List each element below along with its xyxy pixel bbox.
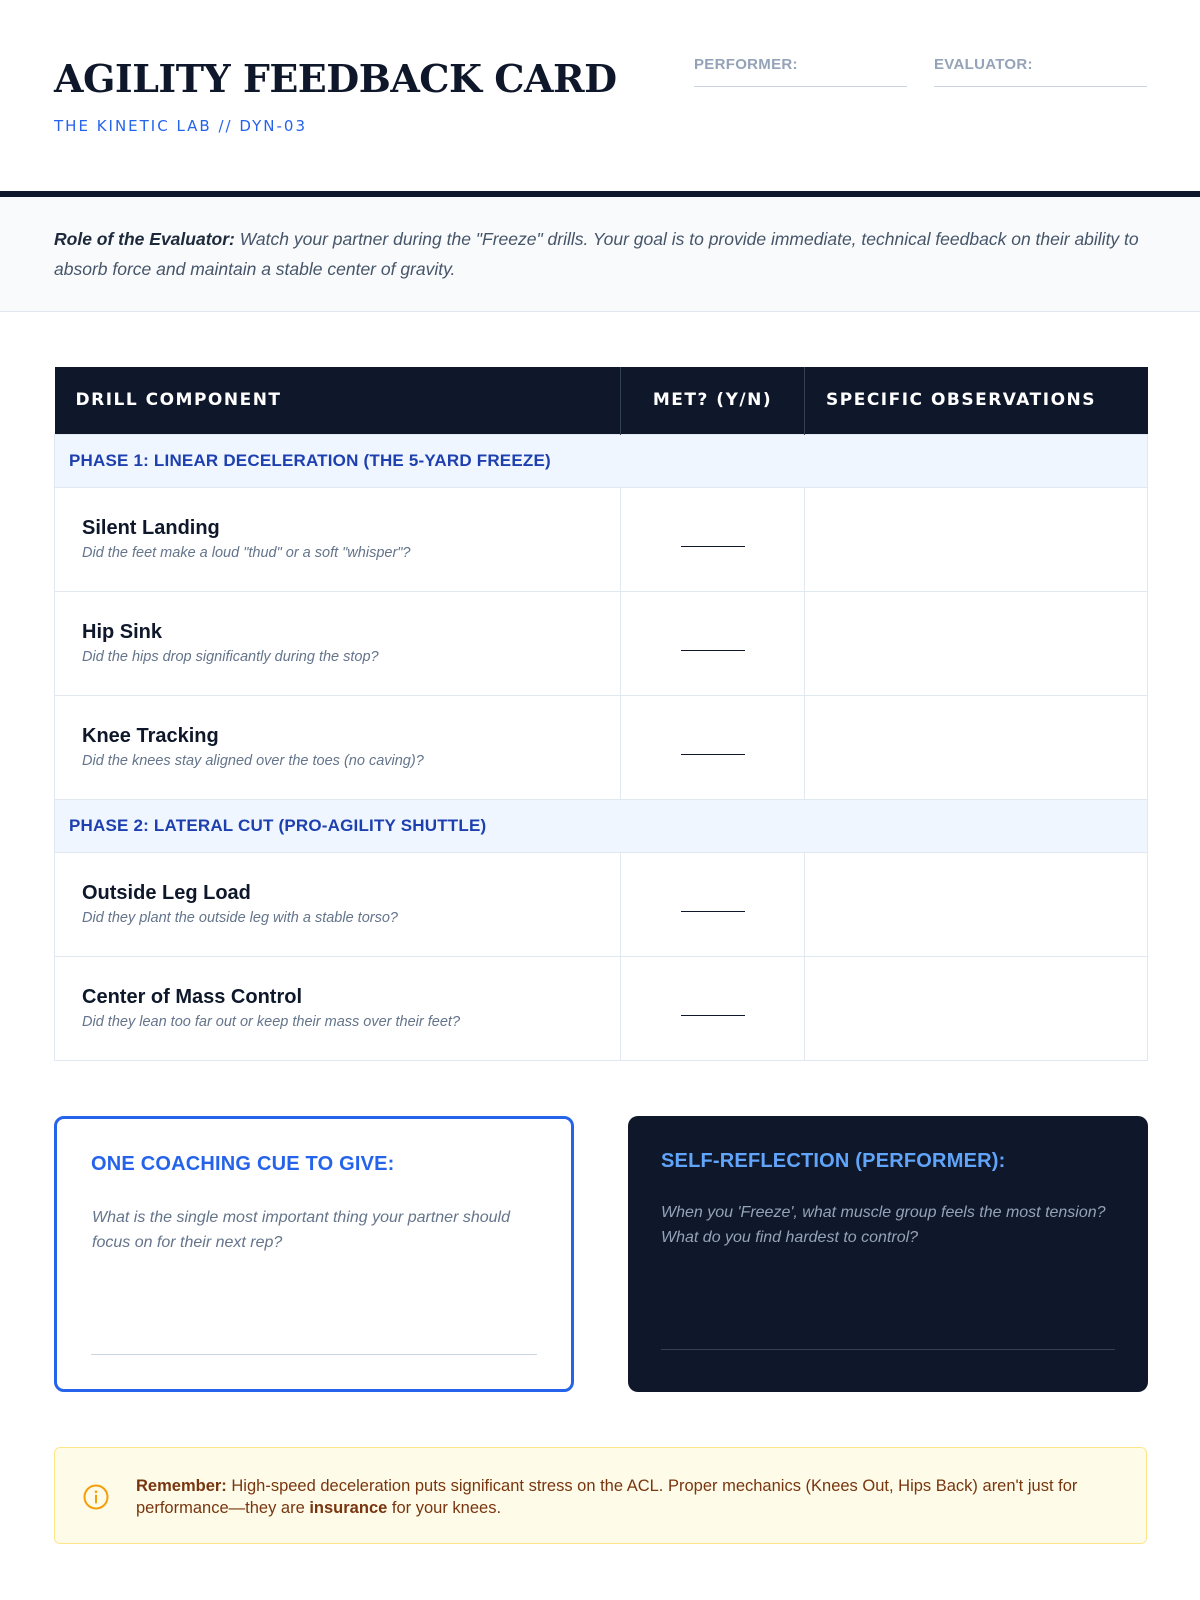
met-blank (681, 546, 745, 547)
met-blank (681, 650, 745, 651)
page-title: AGILITY FEEDBACK CARD (54, 56, 617, 101)
remember-body-end: for your knees. (391, 1499, 502, 1517)
header-drill-component: DRILL COMPONENT (55, 367, 621, 434)
component-cell (55, 591, 621, 695)
evaluator-field[interactable] (934, 56, 1147, 87)
table-row (55, 956, 1148, 1060)
component-question: Did they plant the outside leg with a stable torso? (82, 910, 398, 926)
drill-table (54, 367, 1148, 1061)
met-cell[interactable] (621, 852, 805, 956)
observations-cell[interactable] (805, 487, 1148, 591)
met-cell[interactable] (621, 591, 805, 695)
component-cell (55, 852, 621, 956)
evaluator-role-text (54, 224, 1154, 284)
met-blank (681, 754, 745, 755)
component-name: Outside Leg Load (82, 882, 251, 904)
info-icon (82, 1483, 110, 1511)
met-blank (681, 1015, 745, 1016)
phase-row (55, 434, 1148, 487)
evaluator-role-description: Watch your partner during the "Freeze" drills. Your goal is to provide immediate, technical feedback on their ability to absorb force and maintain a stable center of gravity. (54, 229, 1139, 279)
remember-callout (54, 1447, 1147, 1544)
component-cell (55, 695, 621, 799)
coaching-cue-box (54, 1116, 574, 1392)
self-reflection-title: SELF-REFLECTION (PERFORMER): (661, 1150, 1006, 1172)
component-cell (55, 956, 621, 1060)
component-question: Did the hips drop significantly during the stop? (82, 649, 379, 665)
performer-field[interactable] (694, 56, 907, 87)
component-question: Did the feet make a loud "thud" or a soft "whisper"? (82, 545, 411, 561)
phase-1-title: PHASE 1: LINEAR DECELERATION (THE 5-YARD FREEZE) (55, 434, 1148, 487)
observations-cell[interactable] (805, 852, 1148, 956)
met-cell[interactable] (621, 487, 805, 591)
header-met: MET? (Y/N) (621, 367, 805, 434)
table-row (55, 487, 1148, 591)
component-question: Did they lean too far out or keep their mass over their feet? (82, 1014, 461, 1030)
remember-text (136, 1475, 1126, 1519)
observations-cell[interactable] (805, 591, 1148, 695)
self-reflection-box (628, 1116, 1148, 1392)
component-question: Did the knees stay aligned over the toes (no caving)? (82, 753, 424, 769)
component-name: Hip Sink (82, 621, 163, 643)
table-row (55, 591, 1148, 695)
remember-emphasis: insurance (309, 1499, 388, 1517)
table-header-row (55, 367, 1148, 434)
card-header (0, 0, 1200, 188)
coaching-cue-title: ONE COACHING CUE TO GIVE: (91, 1153, 395, 1175)
met-blank (681, 911, 745, 912)
self-reflection-answer-line[interactable] (661, 1349, 1115, 1350)
phase-row (55, 799, 1148, 852)
evaluator-label: EVALUATOR: (934, 56, 1033, 73)
coaching-cue-answer-line[interactable] (91, 1354, 537, 1355)
component-name: Silent Landing (82, 517, 220, 539)
header-observations: SPECIFIC OBSERVATIONS (805, 367, 1148, 434)
remember-label: Remember: (136, 1477, 227, 1495)
table-row (55, 695, 1148, 799)
evaluator-role-banner (0, 197, 1200, 312)
component-name: Knee Tracking (82, 725, 219, 747)
observations-cell[interactable] (805, 695, 1148, 799)
remember-body: High-speed deceleration puts significant stress on the ACL. Proper mechanics (Knees Out, Hips Back) aren't just for performance—they are (136, 1477, 1078, 1517)
table-row (55, 852, 1148, 956)
page-subtitle: THE KINETIC LAB // DYN-03 (54, 117, 307, 135)
component-name: Center of Mass Control (82, 986, 303, 1008)
observations-cell[interactable] (805, 956, 1148, 1060)
performer-label: PERFORMER: (694, 56, 798, 73)
phase-2-title: PHASE 2: LATERAL CUT (PRO-AGILITY SHUTTLE) (55, 799, 1148, 852)
evaluator-role-label: Role of the Evaluator: (54, 229, 235, 249)
coaching-cue-prompt: What is the single most important thing your partner should focus on for their next rep? (92, 1209, 510, 1251)
component-cell (55, 487, 621, 591)
self-reflection-prompt: When you 'Freeze', what muscle group feels the most tension? What do you find hardest to control? (661, 1204, 1106, 1246)
met-cell[interactable] (621, 956, 805, 1060)
met-cell[interactable] (621, 695, 805, 799)
